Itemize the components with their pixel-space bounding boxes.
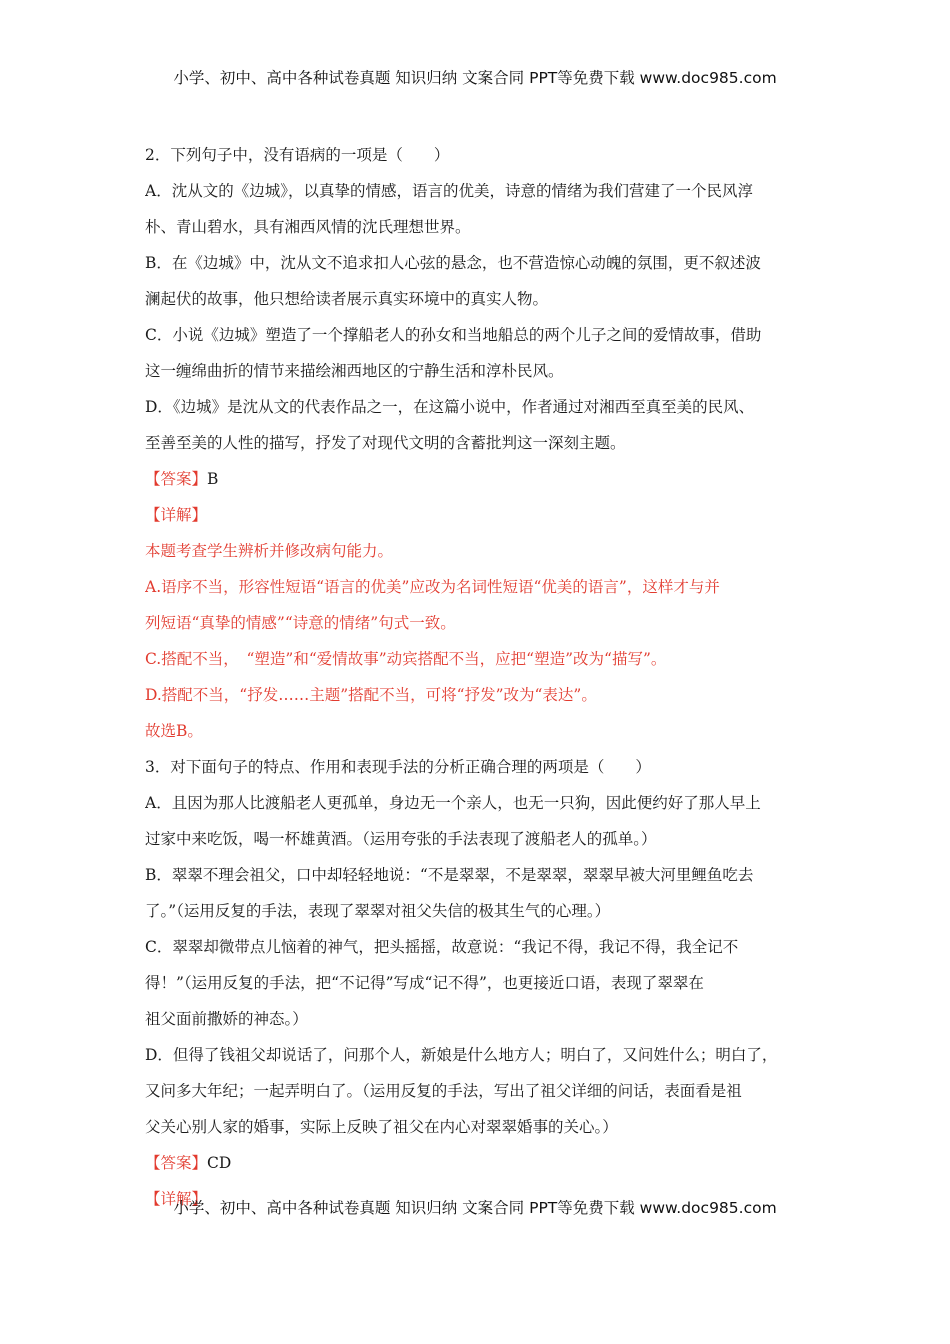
q2-option-b-line2: 澜起伏的故事，他只想给读者展示真实环境中的真实人物。 bbox=[145, 290, 549, 308]
q3-option-b-line1: B．翠翠不理会祖父，口中却轻轻地说：“不是翠翠，不是翠翠，翠翠早被大河里鲤鱼吃去 bbox=[145, 866, 754, 884]
q3-stem: 3．对下面句子的特点、作用和表现手法的分析正确合理的两项是（ ） bbox=[145, 758, 651, 776]
q2-stem: 2．下列句子中，没有语病的一项是（ ） bbox=[145, 146, 450, 164]
q3-answer bbox=[145, 1145, 815, 1181]
q2-explanation-5: D.搭配不当，“抒发……主题”搭配不当，可将“抒发”改为“表达”。 bbox=[145, 686, 597, 704]
q2-explanation-3: 列短语“真挚的情感”“诗意的情绪”句式一致。 bbox=[145, 614, 456, 632]
page-header: 小学、初中、高中各种试卷真题 知识归纳 文案合同 PPT等免费下载 www.doc985.com bbox=[173, 69, 777, 87]
q2-explanation-4: C.搭配不当， “塑造”和“爱情故事”动宾搭配不当，应把“塑造”改为“描写”。 bbox=[145, 650, 667, 668]
q3-option-d-line1: D．但得了钱祖父却说话了，问那个人，新娘是什么地方人；明白了，又问姓什么；明白了， bbox=[145, 1046, 778, 1064]
q3-option-c-line2: 得！”（运用反复的手法，把“不记得”写成“记不得”，也更接近口语，表现了翠翠在 bbox=[145, 974, 704, 992]
q2-explanation-1: 本题考查学生辨析并修改病句能力。 bbox=[145, 542, 394, 560]
answer-tag: 【答案】 bbox=[145, 470, 208, 488]
document-body bbox=[145, 137, 815, 1217]
q2-option-c-line2: 这一缠绵曲折的情节来描绘湘西地区的宁静生活和淳朴民风。 bbox=[145, 362, 564, 380]
q3-option-b-line2: 了。”（运用反复的手法，表现了翠翠对祖父失信的极其生气的心理。） bbox=[145, 902, 611, 920]
q3-option-a-line1: A．且因为那人比渡船老人更孤单，身边无一个亲人，也无一只狗，因此便约好了那人早上 bbox=[145, 794, 761, 812]
answer-value: B bbox=[207, 470, 219, 488]
q2-option-d-line2: 至善至美的人性的描写，抒发了对现代文明的含蓄批判这一深刻主题。 bbox=[145, 434, 626, 452]
q3-option-a-line2: 过家中来吃饭，喝一杯雄黄酒。（运用夸张的手法表现了渡船老人的孤单。） bbox=[145, 830, 657, 848]
q3-option-d-line3: 父关心别人家的婚事，实际上反映了祖父在内心对翠翠婚事的关心。） bbox=[145, 1118, 618, 1136]
q2-option-a-line2: 朴、青山碧水，具有湘西风情的沈氏理想世界。 bbox=[145, 218, 471, 236]
answer-tag: 【答案】 bbox=[145, 1154, 208, 1172]
q2-option-d-line1: D．《边城》是沈从文的代表作品之一，在这篇小说中，作者通过对湘西至真至美的民风、 bbox=[145, 398, 755, 416]
page-footer: 小学、初中、高中各种试卷真题 知识归纳 文案合同 PPT等免费下载 www.doc985.com bbox=[173, 1199, 777, 1217]
q3-option-c-line3: 祖父面前撒娇的神态。） bbox=[145, 1010, 308, 1028]
q3-option-d-line2: 又问多大年纪；一起弄明白了。（运用反复的手法，写出了祖父详细的问话，表面看是祖 bbox=[145, 1082, 742, 1100]
q2-explanation-2: A.语序不当，形容性短语“语言的优美”应改为名词性短语“优美的语言”，这样才与并 bbox=[145, 578, 720, 596]
q2-explanation-6: 故选B。 bbox=[145, 722, 203, 740]
q2-detail-tag: 【详解】 bbox=[145, 506, 208, 524]
q2-option-a-line1: A．沈从文的《边城》，以真挚的情感，语言的优美，诗意的情绪为我们营建了一个民风淳 bbox=[145, 182, 753, 200]
q3-detail-tag: 【详解】 bbox=[145, 1190, 208, 1208]
q3-option-c-line1: C．翠翠却微带点儿恼着的神气，把头摇摇，故意说：“我记不得，我记不得，我全记不 bbox=[145, 938, 739, 956]
answer-value: CD bbox=[207, 1154, 232, 1172]
q2-answer bbox=[145, 461, 815, 497]
q2-option-b-line1: B．在《边城》中，沈从文不追求扣人心弦的悬念，也不营造惊心动魄的氛围，更不叙述波 bbox=[145, 254, 761, 272]
q2-option-c-line1: C．小说《边城》塑造了一个撑船老人的孙女和当地船总的两个儿子之间的爱情故事，借助 bbox=[145, 326, 762, 344]
